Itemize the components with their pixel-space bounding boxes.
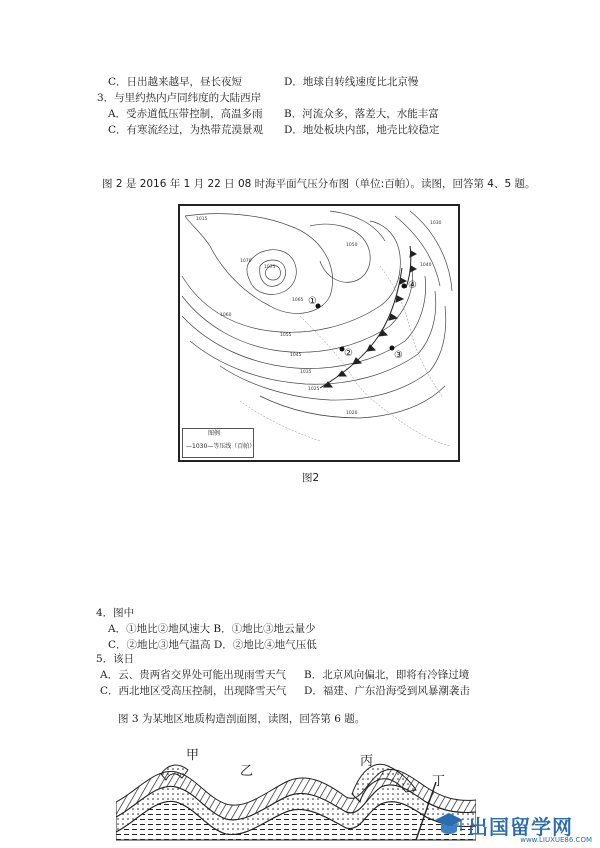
q4-stem: 4．图中: [96, 607, 135, 619]
cross-section-drawing: [116, 742, 476, 842]
label-yi: 乙: [240, 764, 254, 779]
label-jia: 甲: [186, 748, 200, 763]
isobar-label: 1055: [280, 333, 292, 338]
q4-options-ab: A．①地比②地风速大 B．①地比③地云量少: [108, 623, 316, 635]
isobar-label: 1050: [346, 243, 358, 248]
q5-option-c: C．西北地区受高压控制，出现降雪天气: [100, 685, 287, 697]
label-ding: 丁: [432, 774, 446, 789]
fig2-caption: 图2: [302, 472, 320, 484]
q5-option-b: B．北京风向偏北，即将有冷锋过境: [304, 669, 470, 681]
isobar-label: 1020: [346, 411, 358, 416]
pressure-map-drawing: [180, 206, 458, 460]
geologic-cross-section: [116, 742, 476, 842]
watermark-url: www.LIUXUE86.COM: [520, 836, 592, 844]
map-legend: [182, 428, 254, 458]
isobar-label: 1030: [430, 221, 442, 226]
marker-1: ①: [308, 296, 317, 307]
q3-option-b: B．河流众多，落差大，水能丰富: [284, 108, 439, 120]
q4-options-cd: C．②地比③地气温高 D．②地比④地气压低: [108, 639, 317, 651]
marker-3: ③: [394, 350, 403, 361]
marker-2: ②: [344, 348, 353, 359]
fig2-intro: 图 2 是 2016 年 1 月 22 日 08 时海平面气压分布图（单位:百帕）。读图，回答第 4、5 题。: [102, 178, 536, 190]
q5-option-d: D．福建、广东沿海受到风暴潮袭击: [304, 685, 470, 697]
graduation-cap-icon: [434, 811, 464, 839]
q2-option-d: D．地球自转线速度比北京慢: [284, 76, 419, 88]
legend-title: 图例: [208, 430, 221, 437]
q5-stem: 5．该日: [96, 653, 135, 665]
isobar-label: 1015: [196, 217, 208, 222]
site-watermark: [434, 808, 594, 842]
legend-entry: —1030—等压线（百帕）: [186, 443, 256, 450]
isobar-label: 1025: [308, 387, 320, 392]
isobar-label: 1045: [290, 353, 302, 358]
isobar-label: 1035: [300, 370, 312, 375]
marker-4: ④: [408, 280, 417, 291]
isobar-label: 1070: [240, 259, 252, 264]
isobar-label: 1075: [264, 265, 276, 270]
fig3-intro: 图 3 为某地区地质构造剖面图，读图，回答第 6 题。: [118, 713, 366, 725]
q2-option-c: C．日出越来越早，昼长夜短: [108, 76, 243, 88]
isobar-label: 1060: [220, 313, 232, 318]
q3-option-c: C．有寒流经过，为热带荒漠景观: [108, 124, 264, 136]
label-bing: 丙: [360, 754, 374, 769]
isobar-label: 1065: [292, 298, 304, 303]
q5-option-a: A．云、贵两省交界处可能出现雨雪天气: [100, 669, 287, 681]
watermark-text: 出国留学网: [468, 814, 573, 839]
q3-stem: 3．与里约热内卢同纬度的大陆西岸: [97, 92, 262, 104]
q3-option-d: D．地处板块内部，地壳比较稳定: [284, 124, 440, 136]
q3-option-a: A．受赤道低压带控制，高温多雨: [108, 108, 263, 120]
pressure-map: [178, 204, 460, 462]
isobar-label: 1040: [420, 263, 432, 268]
